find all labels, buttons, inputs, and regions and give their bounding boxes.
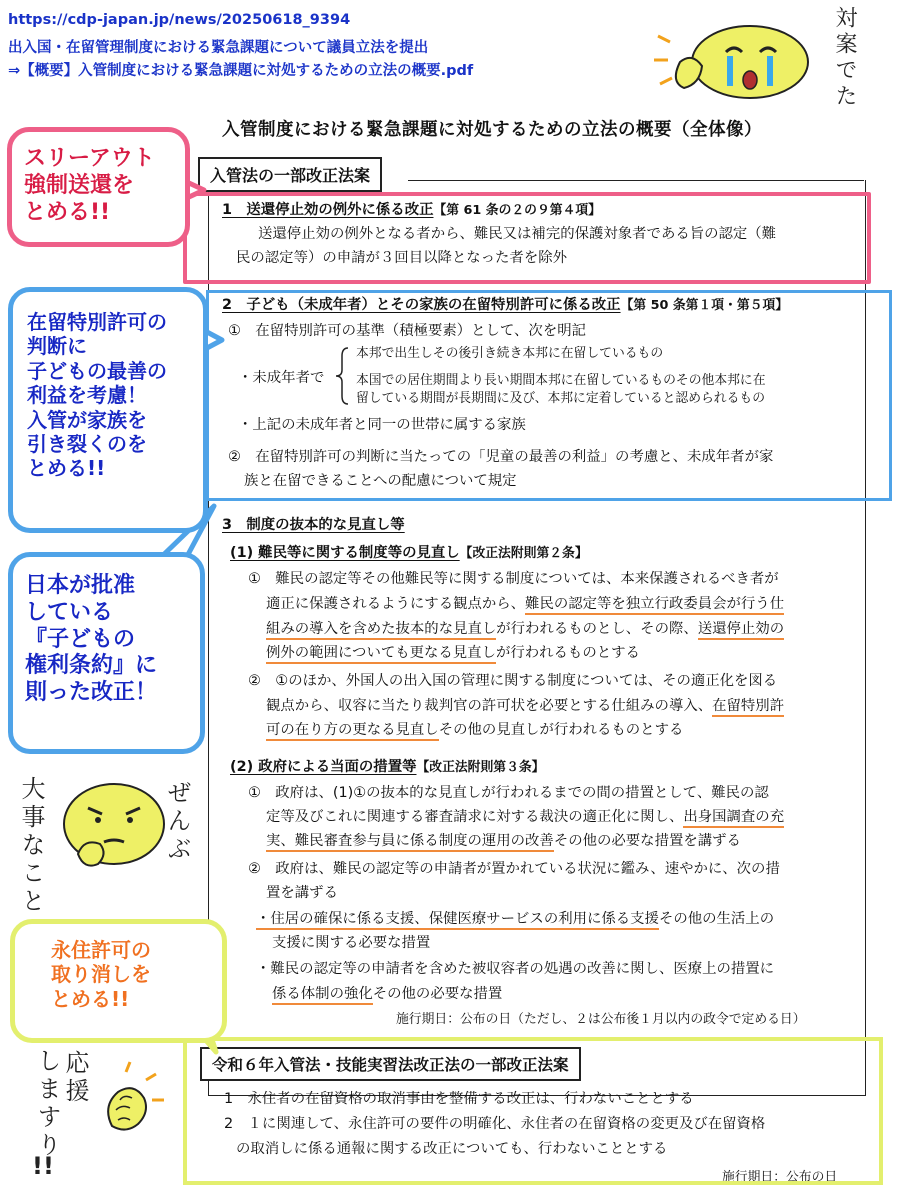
s1p1-line2-b: 難民の認定等を独立行政委員会が行う仕: [525, 596, 784, 615]
bubble-blue1-line1: 在留特別許可の: [27, 310, 167, 334]
bubble-blue1-line3: 子どもの最善の: [27, 358, 167, 383]
s1p1-line1: ① 難民の認定等その他難民等に関する制度については、本来保護されるべき者が: [248, 571, 779, 587]
item3-sub1-row: [230, 546, 588, 561]
s1p1-line4: [266, 646, 640, 660]
bubble-blue2-line4: 権利条約』に: [25, 653, 158, 679]
item1-line1: 送還停止効の例外となる者から、難民又は補完的保護対象者である旨の認定（難: [258, 226, 777, 242]
bubble-pink-line1: スリーアウト: [24, 146, 155, 171]
thinking-face-icon: [58, 778, 168, 878]
s1p1-line3-c: 送還停止効の: [698, 621, 784, 640]
s1p2-line2-a: 観点から、収容に当たり裁判官の許可状を必要とする仕組みの導入、: [266, 698, 713, 714]
top-right-vertical-text: 対案でた: [832, 6, 857, 110]
s2p1-line3-b: その他の必要な措置を講ずる: [553, 833, 741, 849]
item2-p2-line2: 族と在留できることへの配慮について規定: [244, 473, 517, 489]
s1p2-line2: [266, 699, 784, 713]
bubble-blue2-line5: 則った改正！: [25, 680, 158, 706]
bubble-blue1-line5: 入管が家族を: [27, 407, 147, 432]
item1-heading: 1 送還停止効の例外に係る改正: [222, 202, 434, 218]
bullet1-line1: [256, 912, 774, 926]
section1-title: 入管法の一部改正法案: [198, 157, 382, 192]
bubble-green: [10, 919, 227, 1043]
s2p2-line2: 置を講ずる: [266, 885, 338, 901]
s1p2-line1: ② ①のほか、外国人の出入国の管理に関する制度については、その適正化を図る: [248, 673, 778, 689]
bottom-vertical-text-2: 応援: [61, 1050, 89, 1106]
s1p2-line3-a: 可の在り方の更なる見直し: [266, 722, 439, 741]
s2p1-line3: [266, 834, 741, 848]
bullet1-b: その他の生活上の: [658, 911, 775, 927]
crying-face-icon: [652, 14, 812, 110]
highlight-frame-pink: [183, 192, 871, 284]
bubble-green-line2: 取り消しを: [51, 962, 151, 987]
section2-title: 令和６年入管法・技能実習法改正法の一部改正法案: [200, 1047, 581, 1081]
section2-item2-line2: の取消しに係る通報に関する改正についても、行わないこととする: [236, 1141, 668, 1157]
bubble-pink-line3: とめる!!: [24, 199, 111, 225]
item2-p2-line1: ② 在留特別許可の判断に当たっての「児童の最善の利益」の考慮と、未成年者が家: [228, 449, 774, 465]
s1p2-line3: [266, 723, 683, 737]
bullet2-line1: ・難民の認定等の申請者を含めた被収容者の処遇の改善に関し、医療上の措置に: [256, 961, 775, 977]
section2-item1: 1 永住者の在留資格の取消事由を整備する改正は、行わないこととする: [224, 1091, 694, 1107]
item2-minor-label: ・未成年者で: [238, 370, 325, 386]
raised-hand-icon: [98, 1060, 168, 1140]
item1-ref: 【第 61 条の２の９第４項】: [433, 203, 601, 218]
item3-sub2-ref: 【改正法附則第３条】: [416, 760, 545, 775]
s2p1-line2-b: 出身国調査の充: [683, 809, 784, 828]
s2p1-line3-a: 実、難民審査参与員に係る制度の運用の改善: [266, 833, 554, 852]
s1p1-line2-a: 適正に保護されるようにする観点から、: [266, 596, 526, 612]
s1p2-line3-b: その他の見直しが行われるものとする: [438, 722, 684, 738]
enforcement-date-1: 施行期日：公布の日（ただし、２は公布後１月以内の政令で定める日）: [396, 1012, 806, 1027]
item2-minor-b1: 本国での居住期間より長い期間本邦に在留しているものその他本邦に在: [356, 373, 766, 388]
enforcement-date-2: 施行期日：公布の日: [722, 1170, 838, 1185]
item2-minor-b2: 留している期間が長期間に及び、本邦に定着していると認められるもの: [356, 391, 765, 406]
bullet1-a: ・住居の確保に係る支援、保健医療サービスの利用に係る支援: [256, 911, 659, 930]
section2-item2-line1: 2 １に関連して、永住許可の要件の明確化、永住者の在留資格の変更及び在留資格: [224, 1116, 766, 1132]
item2-p1: ① 在留特別許可の基準（積極要素）として、次を明記: [228, 323, 586, 339]
s1p1-line2: [266, 597, 784, 611]
highlight-frame-green: [183, 1037, 883, 1185]
bottom-vertical-text-1: しますり: [33, 1048, 61, 1160]
item2-ref: 【第 50 条第１項・第５項】: [620, 298, 789, 313]
bubble-blue1-line7: とめる!!: [27, 456, 106, 481]
s2p1-line2-a: 定等及びこれに関連する審査請求に対する裁決の適正化に関し、: [266, 809, 684, 825]
bullet1-line2: 支援に関する必要な措置: [272, 935, 431, 951]
bubble-green-line3: とめる!!: [51, 986, 130, 1011]
bubble-blue2-line3: 『子どもの: [25, 626, 136, 652]
s2p1-line1: ① 政府は、(1)①の抜本的な見直しが行われるまでの間の措置として、難民の認: [248, 785, 769, 801]
s1p1-line3-a: 組みの導入を含めた抜本的な見直し: [266, 621, 496, 640]
s2p2-line1: ② 政府は、難民の認定等の申請者が置かれている状況に鑑み、速やかに、次の措: [248, 861, 780, 877]
bubble-blue1-line6: 引き裂くのを: [27, 431, 147, 456]
item3-sub1-heading: (1) 難民等に関する制度等の見直し: [230, 545, 460, 561]
item2-household: ・上記の未成年者と同一の世帯に属する家族: [238, 417, 526, 433]
bullet2-line2: [272, 987, 502, 1001]
bubble-green-line1: 永住許可の: [51, 938, 151, 962]
bubble-pink-line2: 強制送還を: [24, 172, 135, 198]
left-vertical-text: 大事なこと: [17, 776, 45, 916]
bubble-blue2-line1: 日本が批准: [25, 573, 136, 598]
s1p2-line2-b: 在留特別許: [712, 698, 784, 717]
s1p1-line3-b: が行われるものとし、その際、: [496, 621, 698, 637]
item3-sub2-heading: (2) 政府による当面の措置等: [230, 759, 417, 775]
bubble-blue-2: [8, 552, 205, 754]
bottom-exclaim: !!: [32, 1152, 54, 1180]
bubble-pink: [7, 127, 190, 247]
bubble-blue2-line2: している: [25, 599, 114, 625]
bullet2-b: その他の必要な措置: [372, 986, 503, 1002]
right-vertical-text: ぜんぶ: [163, 780, 191, 864]
item3-sub1-ref: 【改正法附則第２条】: [459, 546, 588, 561]
header-line-2: 出入国・在留管理制度における緊急課題について議員立法を提出: [8, 40, 429, 56]
document-title: 入管制度における緊急課題に対処するための立法の概要（全体像）: [222, 120, 762, 140]
s1p1-line4-b: が行われるものとする: [495, 645, 640, 661]
bullet2-a: 係る体制の強化: [272, 986, 373, 1005]
bubble-blue-1: [8, 287, 208, 533]
item2-minor-a: 本邦で出生しその後引き続き本邦に在留しているもの: [356, 346, 664, 361]
document-frame-top: [408, 180, 864, 181]
source-url[interactable]: https://cdp-japan.jp/news/20250618_9394: [8, 12, 351, 28]
bubble-blue1-line2: 判断に: [27, 334, 87, 359]
item1-line2: 民の認定等）の申請が３回目以降となった者を除外: [236, 250, 567, 266]
item2-heading: 2 子ども（未成年者）とその家族の在留特別許可に係る改正: [222, 297, 621, 313]
highlight-frame-blue: [206, 290, 892, 501]
item3-heading: 3 制度の抜本的な見直し等: [222, 517, 405, 533]
item3-sub2-row: [230, 760, 544, 775]
bubble-blue1-line4: 利益を考慮！: [27, 383, 147, 408]
s1p1-line4-a: 例外の範囲についても更なる見直し: [266, 645, 496, 664]
header-line-3[interactable]: ⇒【概要】入管制度における緊急課題に対処するための立法の概要.pdf: [8, 63, 474, 79]
s1p1-line3: [266, 622, 784, 636]
s2p1-line2: [266, 810, 784, 824]
